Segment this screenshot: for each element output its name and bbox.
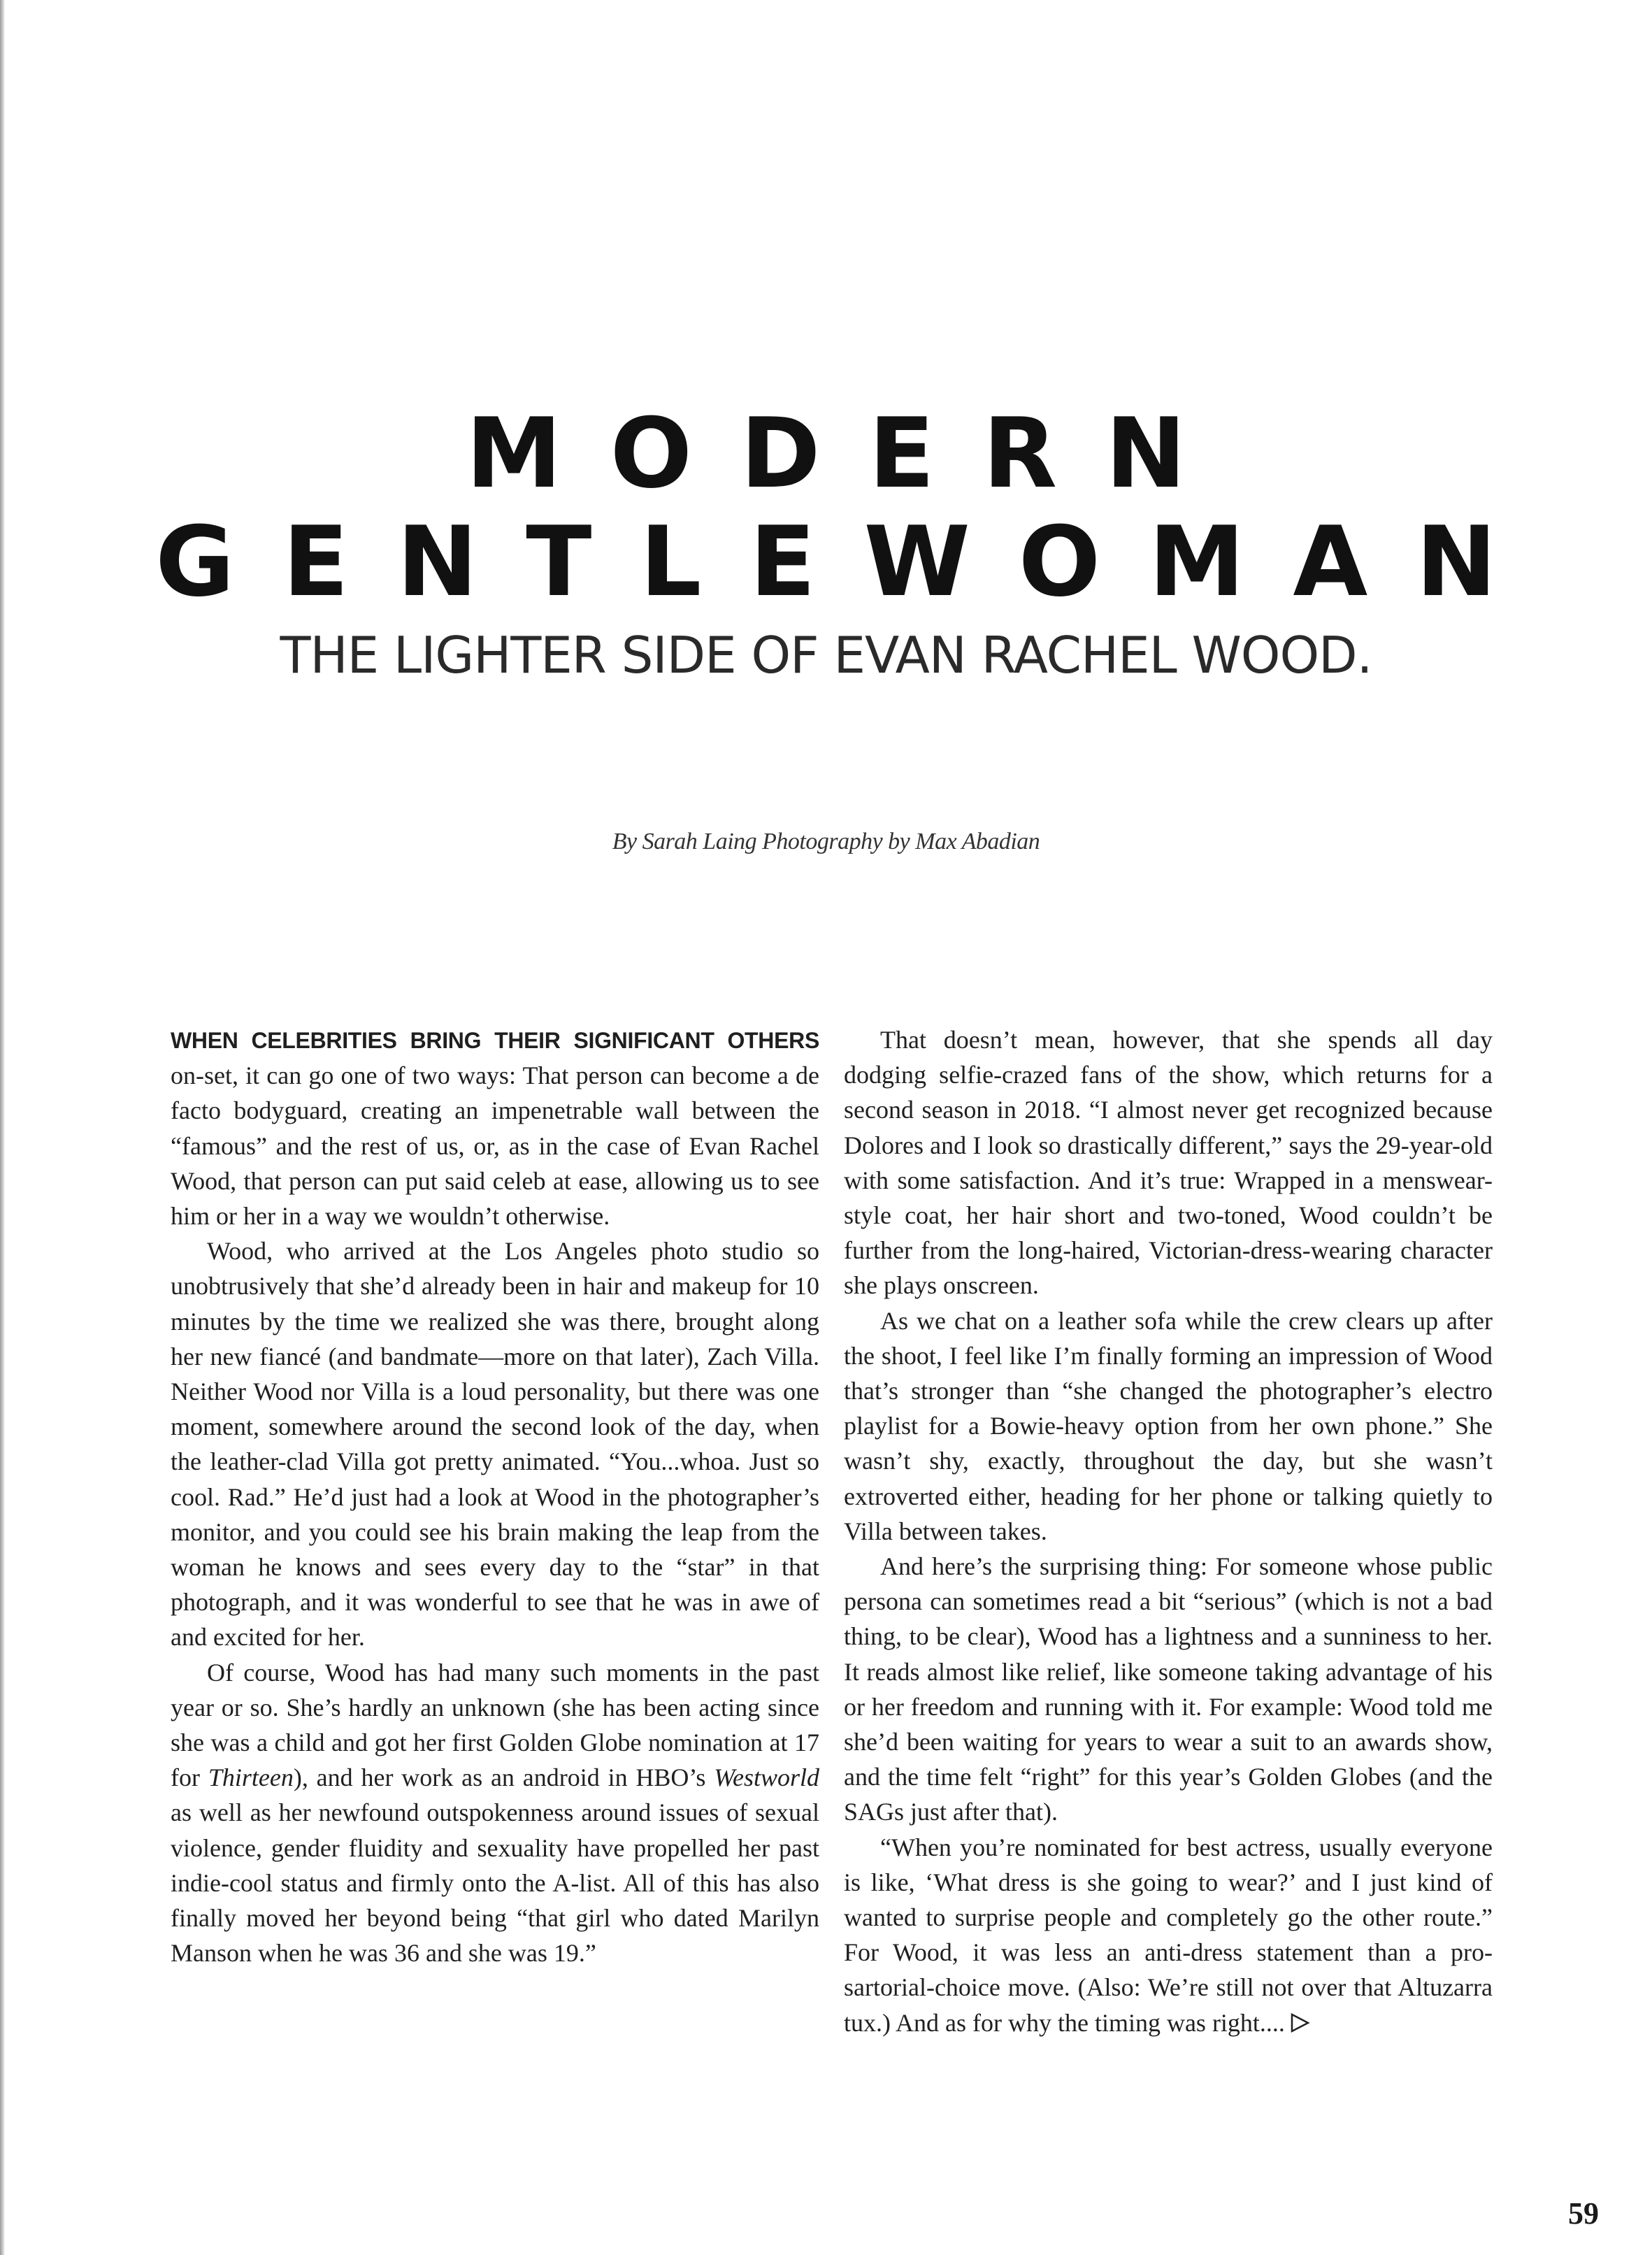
paragraph-5: As we chat on a leather sofa while the crew clears up after the shoot, I feel like I’m finally forming an impression of Wood that’s stronger than “she changed the photographer’s electro playlist for a Bowie-heavy option from her own phone.” She wasn’t shy, exactly, throughout the day, but she wasn’t extroverted either, heading for her phone or talking quietly to Villa between takes. (844, 1306, 1493, 1545)
paragraph-4: That doesn’t mean, however, that she spends all day dodging selfie-crazed fans of the show, which returns for a second season in 2018. “I almost never get recognized because Dolores and I look so drastically different,” says the 29-year-old with some satisfaction. And it’s true: Wrapped in a menswear-style coat, her hair short and two-toned, Wood couldn’t be further from the long-haired, Victorian-dress-wearing character she plays onscreen. (844, 1026, 1493, 1300)
article-subtitle: THE LIGHTER SIDE OF EVAN RACHEL WOOD. (280, 626, 1372, 685)
paragraph-1-text: on-set, it can go one of two ways: That person can become a de facto bodyguard, creating an impenetrable wall between the “famous” and the rest of us, or, as in the case of Evan Rachel Wood, that person can put said celeb at ease, allowing us to see him or her in a way we wouldn’t otherwise. (171, 1061, 819, 1231)
paragraph-1 (171, 1022, 819, 1233)
lead-in: WHEN CELEBRITIES BRING THEIR SIGNIFICANT OTHERS (171, 1028, 819, 1053)
paragraph-3-text-a: Of course, Wood has had many such moments in the past year or so. She’s hardly an unknown (she has been acting since she was a child and got her first Golden Globe nomination at 17 for (171, 1658, 819, 1792)
page-spine-shadow (0, 0, 5, 2255)
paragraph-2: Wood, who arrived at the Los Angeles photo studio so unobtrusively that she’d already been in hair and makeup for 10 minutes by the time we realized she was there, brought along her new fiancé (and bandmate—more on that later), Zach Villa. Neither Wood nor Villa is a loud personality, but there was one moment, somewhere around the second look of the day, when the leather-clad Villa got pretty animated. “You...whoa. Just so cool. Rad.” He’d just had a look at Wood in the photographer’s monitor, and you could see his brain making the leap from the woman he knows and sees every day to the “star” in that photograph, and it was wonderful to see that he was in awe of and excited for her. (171, 1237, 819, 1652)
paragraph-6: And here’s the surprising thing: For someone whose public persona can sometimes read a bit “serious” (which is not a bad thing, to be clear), Wood has a lightness and a sunniness to her. It reads almost like relief, like someone taking advantage of his or her freedom and running with it. For example: Wood told me she’d been waiting for years to wear a suit to an awards show, and the time felt “right” for this year’s Golden Globes (and the SAGs just after that). (844, 1552, 1493, 1826)
paragraph-7-text: “When you’re nominated for best actress, usually everyone is like, ‘What dress is she going to wear?’ and I just kind of wanted to surprise people and completely go the other route.” For Wood, it was less an anti-dress statement than a pro-sartorial-choice move. (Also: We’re still not over that Altuzarra tux.) And as for why the timing was right.... (844, 1833, 1493, 2037)
right-column (844, 1022, 1493, 2040)
article-title-line-1: MODERN (466, 397, 1235, 510)
byline: By Sarah Laing Photography by Max Abadian (612, 829, 1040, 854)
paragraph-7 (844, 1830, 1493, 2040)
film-title-thirteen: Thirteen (208, 1763, 294, 1792)
paragraph-3-text-c: as well as her newfound outspokenness around issues of sexual violence, gender fluidity and sexuality have propelled her past indie-cool status and firmly onto the A-list. All of this has also finally moved her beyond being “that girl who dated Marilyn Manson when he was 36 and she was 19.” (171, 1798, 819, 1968)
paragraph-3-text-b: ), and her work as an android in HBO’s (293, 1763, 714, 1792)
continue-arrow-icon (1289, 2012, 1310, 2033)
page-number: 59 (1568, 2196, 1599, 2231)
paragraph-3 (171, 1655, 819, 1971)
show-title-westworld: Westworld (714, 1763, 819, 1792)
left-column (171, 1022, 819, 1970)
article-title-line-2: GENTLEWOMAN (155, 506, 1545, 618)
